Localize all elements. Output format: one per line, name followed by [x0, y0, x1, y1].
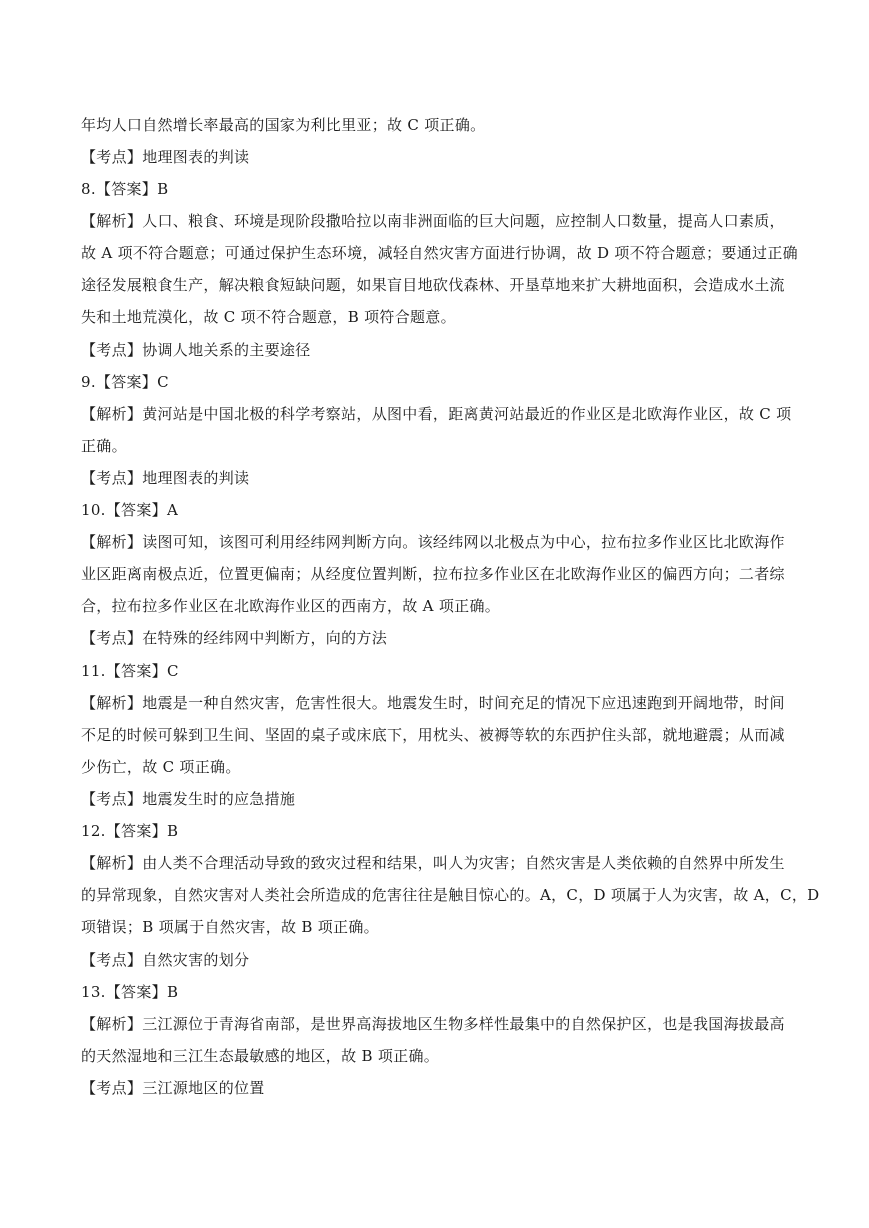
text-line: 正确。 — [81, 437, 127, 455]
text-line: 不足的时候可躲到卫生间、坚固的桌子或床底下，用枕头、被褥等软的东西护住头部，就地避震；从而减 — [81, 726, 785, 744]
text-line: 少伤亡，故 C 项正确。 — [81, 758, 241, 776]
answer-line: 13.【答案】B — [81, 983, 179, 1001]
kaodian-line: 【考点】在特殊的经纬网中判断方，向的方法 — [81, 629, 388, 647]
text-line: 【解析】读图可知，该图可利用经纬网判断方向。该经纬网以北极点为中心，拉布拉多作业区比北欧海作 — [81, 533, 785, 551]
text-line: 年均人口自然增长率最高的国家为利比里亚；故 C 项正确。 — [81, 116, 486, 134]
text-line: 【解析】三江源位于青海省南部，是世界高海拔地区生物多样性最集中的自然保护区，也是我国海拔最高 — [81, 1015, 785, 1033]
kaodian-line: 【考点】协调人地关系的主要途径 — [81, 341, 311, 359]
kaodian-line: 【考点】地震发生时的应急措施 — [81, 790, 296, 808]
text-line: 故 A 项不符合题意；可通过保护生态环境，减轻自然灾害方面进行协调，故 D 项不符合题意；要通过正确 — [81, 244, 798, 262]
answer-line: 11.【答案】C — [81, 662, 179, 680]
text-line: 业区距离南极点近，位置更偏南；从经度位置判断，拉布拉多作业区在北欧海作业区的偏西方向；二者综 — [81, 565, 785, 583]
text-line: 失和土地荒漠化，故 C 项不符合题意，B 项符合题意。 — [81, 308, 456, 326]
answer-line: 8.【答案】B — [81, 180, 169, 198]
text-line: 的异常现象，自然灾害对人类社会所造成的危害往往是触目惊心的。A，C，D 项属于人为灾害，故 A，C，D — [81, 886, 820, 904]
text-line: 的天然湿地和三江生态最敏感的地区，故 B 项正确。 — [81, 1047, 440, 1065]
kaodian-line: 【考点】三江源地区的位置 — [81, 1079, 265, 1097]
kaodian-line: 【考点】自然灾害的划分 — [81, 951, 250, 969]
text-line: 途径发展粮食生产，解决粮食短缺问题，如果盲目地砍伐森林、开垦草地来扩大耕地面积，会造成水土流 — [81, 276, 785, 294]
text-line: 项错误；B 项属于自然灾害，故 B 项正确。 — [81, 918, 379, 936]
answer-line: 10.【答案】A — [81, 501, 179, 519]
text-line: 【解析】黄河站是中国北极的科学考察站，从图中看，距离黄河站最近的作业区是北欧海作业区，故 C 项 — [81, 405, 792, 423]
answer-line: 9.【答案】C — [81, 373, 169, 391]
text-line: 合，拉布拉多作业区在北欧海作业区的西南方，故 A 项正确。 — [81, 597, 501, 615]
kaodian-line: 【考点】地理图表的判读 — [81, 148, 250, 166]
answer-line: 12.【答案】B — [81, 822, 179, 840]
text-line: 【解析】人口、粮食、环境是现阶段撒哈拉以南非洲面临的巨大问题，应控制人口数量，提高人口素质， — [81, 212, 785, 230]
text-line: 【解析】地震是一种自然灾害，危害性很大。地震发生时，时间充足的情况下应迅速跑到开阔地带，时间 — [81, 694, 785, 712]
kaodian-line: 【考点】地理图表的判读 — [81, 469, 250, 487]
text-line: 【解析】由人类不合理活动导致的致灾过程和结果，叫人为灾害；自然灾害是人类依赖的自然界中所发生 — [81, 854, 785, 872]
